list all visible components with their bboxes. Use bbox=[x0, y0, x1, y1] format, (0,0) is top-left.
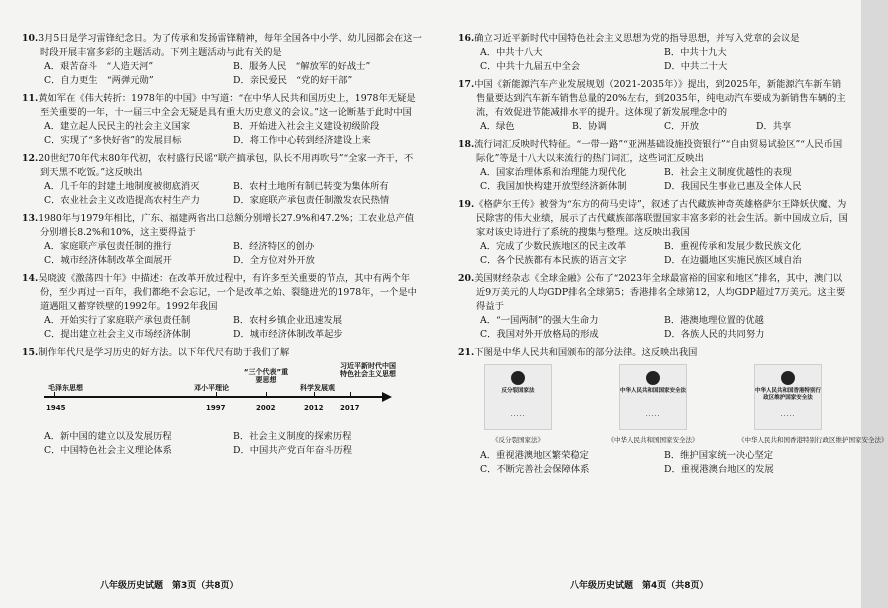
timeline-year: 2017 bbox=[340, 404, 360, 412]
question-stem: 流行词汇反映时代特征。“一带一路”“亚洲基础设施投资银行”“自由贸易试验区”“人民币国际化”等是十八大以来流行的热门词汇，这些词汇反映出 bbox=[474, 139, 843, 164]
law-book bbox=[468, 364, 568, 447]
national-emblem-icon bbox=[511, 371, 525, 385]
option-a: A．家庭联产承包责任制的推行 bbox=[44, 241, 172, 252]
option-c: C．中国特色社会主义理论体系 bbox=[44, 445, 172, 456]
timeline-arrow-icon bbox=[382, 392, 392, 402]
book-cover: 中华人民共和国国家安全法 ····· bbox=[619, 364, 687, 430]
question-18: 18.流行词汇反映时代特征。“一带一路”“亚洲基础设施投资银行”“自由贸易试验区”“人民币国际化”等是十八大以来流行的热门词汇，这些词汇反映出 A．国家治理体系和治理能力现代化 B．社会主义制度优越性的表现 C．我国加快构建开放型经济新体制 D．我国民生事业已惠及全体人民 bbox=[458, 138, 848, 194]
option-a: A．国家治理体系和治理能力现代化 bbox=[480, 167, 627, 178]
option-b: B．农村乡镇企业迅速发展 bbox=[233, 315, 343, 326]
national-emblem-icon bbox=[781, 371, 795, 385]
option-d: D．共享 bbox=[756, 121, 792, 132]
law-book bbox=[738, 364, 888, 447]
national-emblem-icon bbox=[646, 371, 660, 385]
option-c: C．提出建立社会主义市场经济体制 bbox=[44, 329, 191, 340]
question-12: 12.20世纪70年代末80年代初，农村盛行民谣“联产搞承包，队长不用再吹号”“全家一齐干，不到天黑不吃饭。”这反映出 A．几千年的封建土地制度被彻底消灭 B．农村土地所有制已转变为集体所有 C．农业社会主义改造提高农村生产力 D．家庭联产承包责任制激发农民热情 bbox=[22, 152, 422, 208]
option-a: A．重视港澳地区繁荣稳定 bbox=[480, 450, 589, 461]
option-d: D．城市经济体制改革起步 bbox=[233, 329, 343, 340]
timeline-item: “三个代表”重要思想 bbox=[243, 368, 289, 384]
question-stem: 美国财经杂志《全球金融》公布了“2023年全球最富裕的国家和地区”排名，其中，澳门以近9万美元的人均GDP排名全球第5；香港排名全球第12，人均GDP超过7万美元。这主要得益于 bbox=[474, 273, 846, 312]
option-a: A．几千年的封建土地制度被彻底消灭 bbox=[44, 181, 200, 192]
question-stem: 3月5日是学习雷锋纪念日。为了传承和发扬雷锋精神，每年全国各中小学、幼儿园都会在这一时段开展丰富多彩的主题活动。下列主题活动与此有关的是 bbox=[38, 33, 422, 58]
book-caption: 《中华人民共和国香港特别行政区维护国家安全法》 bbox=[738, 436, 888, 444]
option-b: B．服务人民 “解放军的好战士” bbox=[233, 61, 371, 72]
option-d: D．中共二十大 bbox=[664, 61, 728, 72]
option-a: A．开始实行了家庭联产承包责任制 bbox=[44, 315, 191, 326]
question-17: 17.中国《新能源汽车产业发展规划（2021-2035年）》提出，到2025年，新能源汽车新车销售量要达到汽车新车销售总量的20%左右，到2035年，纯电动汽车要成为新销售车辆的主流，有效促进节能减排水平的提升。这体现了新发展理念中的 A．绿色 B．协调 C．开放 D．共享 bbox=[458, 78, 848, 134]
option-b: B．社会主义制度优越性的表现 bbox=[664, 167, 792, 178]
law-books bbox=[468, 364, 888, 447]
option-c: C．农业社会主义改造提高农村生产力 bbox=[44, 195, 200, 206]
book-caption: 《中华人民共和国国家安全法》 bbox=[607, 436, 699, 444]
option-b: B．开始进入社会主义建设初级阶段 bbox=[233, 121, 380, 132]
timeline-item: 科学发展观 bbox=[300, 384, 335, 392]
option-b: B．社会主义制度的探索历程 bbox=[233, 431, 352, 442]
question-10: 10.3月5日是学习雷锋纪念日。为了传承和发扬雷锋精神，每年全国各中小学、幼儿园都会在这一时段开展丰富多彩的主题活动。下列主题活动与此有关的是 A．艰苦奋斗 “人造天河” B．服务人民 “解放军的好战士” C．自力更生 “两弹元勋” D．亲民爱民 “党的好干部” bbox=[22, 33, 422, 86]
question-stem: 吴晓波《激荡四十年》中描述：在改革开放过程中，有许多至关重要的节点，其中有两个年份，至少再过一百年，我们都绝不会忘记，一个是改革之始、裂缝进光的1978年，一个是中道遇阻又蓄穿铁壁的1992年。1992年我国 bbox=[38, 273, 417, 312]
option-a: A．绿色 bbox=[480, 121, 515, 132]
option-d: D．家庭联产承包责任制激发农民热情 bbox=[233, 195, 390, 206]
book-cover: 反分裂国家法 ····· bbox=[484, 364, 552, 430]
option-d: D．各族人民的共同努力 bbox=[664, 329, 765, 340]
timeline-tick bbox=[54, 392, 55, 398]
timeline-year: 2012 bbox=[304, 404, 324, 412]
option-b: B．港澳地理位置的优越 bbox=[664, 315, 764, 326]
option-c: C．我国加快构建开放型经济新体制 bbox=[480, 181, 627, 192]
question-stem: 1980年与1979年相比，广东、福建两省出口总额分别增长27.9%和47.2%；工农业总产值分别增长8.2%和10%，这主要得益于 bbox=[38, 213, 415, 238]
option-c: C．不断完善社会保障体系 bbox=[480, 464, 590, 475]
question-14: 14.吴晓波《激荡四十年》中描述：在改革开放过程中，有许多至关重要的节点，其中有两个年份，至少再过一百年，我们都绝不会忘记，一个是改革之始、裂缝进光的1978年，一个是中道遇阻又蓄穿铁壁的1992年。1992年我国 A．开始实行了家庭联产承包责任制 B．农村乡镇企业迅速发展 C．提出建立社会主义市场经济体制 D．城市经济体制改革起步 bbox=[22, 272, 422, 342]
option-b: B．中共十九大 bbox=[664, 47, 727, 58]
option-d: D．中国共产党百年奋斗历程 bbox=[233, 445, 353, 456]
law-book bbox=[603, 364, 703, 447]
option-c: C．实现了“多快好省”的发展目标 bbox=[44, 135, 182, 146]
question-11: 11.黄如军在《伟大转折：1978年的中国》中写道：“在中华人民共和国历史上，1978年无疑是至关重要的一年，十一届三中全会无疑是具有重大历史意义的会议。”这一论断基于此时中国 A．建立起人民民主的社会主义国家 B．开始进入社会主义建设初级阶段 C．实现了“多快好省”的发展目标 D．将工作中心转到经济建设上来 bbox=[22, 92, 422, 148]
page-footer-left: 八年级历史试题 第3页（共8页） bbox=[100, 581, 239, 591]
page-footer-right: 八年级历史试题 第4页（共8页） bbox=[570, 581, 709, 591]
option-a: A．中共十八大 bbox=[480, 47, 543, 58]
timeline-tick bbox=[350, 392, 351, 398]
left-page bbox=[22, 32, 422, 462]
option-a: A．艰苦奋斗 “人造天河” bbox=[44, 61, 154, 72]
option-c: C．各个民族都有本民族的语言文字 bbox=[480, 255, 627, 266]
timeline-axis bbox=[44, 396, 384, 398]
timeline-item: 邓小平理论 bbox=[194, 384, 229, 392]
question-15: 15.制作年代尺是学习历史的好方法。以下年代尺有助于我们了解 毛泽东思想 邓小平理论 “三个代表”重要思想 科学发展观 习近平新时代中国特色社会主义思想 1945 1997 2002 2012 2017 A．新中国的建立以及发展历程 B．社会主义制度的探索历程 C．中国特色社会主义理论体系 D．中国共产党百年奋斗历程 bbox=[22, 346, 422, 458]
book-cover: 中华人民共和国香港特别行政区维护国家安全法 ····· bbox=[754, 364, 822, 430]
question-stem: 制作年代尺是学习历史的好方法。以下年代尺有助于我们了解 bbox=[38, 347, 290, 358]
timeline-tick bbox=[216, 392, 217, 398]
option-b: B．协调 bbox=[572, 121, 607, 132]
option-a: A．建立起人民民主的社会主义国家 bbox=[44, 121, 191, 132]
option-a: A．“一国两制”的强大生命力 bbox=[480, 315, 599, 326]
option-d: D．将工作中心转到经济建设上来 bbox=[233, 135, 371, 146]
option-c: C．城市经济体制改革全面展开 bbox=[44, 255, 172, 266]
option-d: D．重视港澳台地区的发展 bbox=[664, 464, 774, 475]
question-13: 13.1980年与1979年相比，广东、福建两省出口总额分别增长27.9%和47.2%；工农业总产值分别增长8.2%和10%，这主要得益于 A．家庭联产承包责任制的推行 B．经济特区的创办 C．城市经济体制改革全面展开 D．全方位对外开放 bbox=[22, 212, 422, 268]
option-c: C．我国对外开放格局的形成 bbox=[480, 329, 599, 340]
option-c: C．开放 bbox=[664, 121, 700, 132]
timeline-item: 习近平新时代中国特色社会主义思想 bbox=[340, 362, 396, 378]
option-a: A．新中国的建立以及发展历程 bbox=[44, 431, 172, 442]
option-d: D．全方位对外开放 bbox=[233, 255, 315, 266]
option-b: B．重视传承和发展少数民族文化 bbox=[664, 241, 801, 252]
question-stem: 中国《新能源汽车产业发展规划（2021-2035年）》提出，到2025年，新能源汽车新车销售量要达到汽车新车销售总量的20%左右，到2035年，纯电动汽车要成为新销售车辆的主流，有效促进节能减排水平的提升。这体现了新发展理念中的 bbox=[474, 79, 846, 118]
question-20: 20.美国财经杂志《全球金融》公布了“2023年全球最富裕的国家和地区”排名，其中，澳门以近9万美元的人均GDP排名全球第5；香港排名全球第12，人均GDP超过7万美元。这主要得益于 A．“一国两制”的强大生命力 B．港澳地理位置的优越 C．我国对外开放格局的形成 D．各族人民的共同努力 bbox=[458, 272, 848, 342]
option-b: B．维护国家统一决心坚定 bbox=[664, 450, 774, 461]
option-d: D．我国民生事业已惠及全体人民 bbox=[664, 181, 802, 192]
option-c: C．中共十九届五中全会 bbox=[480, 61, 581, 72]
question-21: 21.下图是中华人民共和国颁布的部分法律。这反映出我国 反分裂国家法 ····· 《反分裂国家法》 中华人民共和国国家安全法 ····· 《中华人民共和国国家安全法》 中华人民共和国香港特别行政区维护国家安全法 ····· 《中华人民共和国香港特别行政区维护国家安全法》 A．重视港澳地区繁荣稳定 B．维护国家统一决心坚定 C．不断完善社会保障体系 D．重视港澳台地区的发展 bbox=[458, 347, 888, 475]
option-d: D．亲民爱民 “党的好干部” bbox=[233, 75, 353, 86]
option-c: C．自力更生 “两弹元勋” bbox=[44, 75, 154, 86]
question-stem: 黄如军在《伟大转折：1978年的中国》中写道：“在中华人民共和国历史上，1978年无疑是至关重要的一年，十一届三中全会无疑是具有重大历史意义的会议。”这一论断基于此时中国 bbox=[38, 93, 416, 118]
option-a: A．完成了少数民族地区的民主改革 bbox=[480, 241, 627, 252]
option-b: B．农村土地所有制已转变为集体所有 bbox=[233, 181, 389, 192]
timeline-tick bbox=[266, 392, 267, 398]
option-b: B．经济特区的创办 bbox=[233, 241, 315, 252]
question-stem: 下图是中华人民共和国颁布的部分法律。这反映出我国 bbox=[474, 347, 698, 358]
timeline-tick bbox=[314, 392, 315, 398]
question-stem: 《格萨尔王传》被誉为“东方的荷马史诗”，叙述了古代藏族神奇英雄格萨尔王降妖伏魔、为民除害的伟大业绩，展示了古代藏族部落联盟国家丰富多彩的社会生活。新中国成立后，国家对该史诗进行了系统的搜集与整理。这反映出我国 bbox=[474, 199, 848, 238]
question-16: 16.确立习近平新时代中国特色社会主义思想为党的指导思想，并写入党章的会议是 A．中共十八大 B．中共十九大 C．中共十九届五中全会 D．中共二十大 bbox=[458, 32, 848, 74]
timeline-year: 1997 bbox=[206, 404, 226, 412]
option-d: D．在边疆地区实施民族区域自治 bbox=[664, 255, 802, 266]
timeline-year: 1945 bbox=[46, 404, 66, 412]
timeline-year: 2002 bbox=[256, 404, 276, 412]
question-19: 19.《格萨尔王传》被誉为“东方的荷马史诗”，叙述了古代藏族神奇英雄格萨尔王降妖伏魔、为民除害的伟大业绩，展示了古代藏族部落联盟国家丰富多彩的社会生活。新中国成立后，国家对该史诗进行了系统的搜集与整理。这反映出我国 A．完成了少数民族地区的民主改革 B．重视传承和发展少数民族文化 C．各个民族都有本民族的语言文字 D．在边疆地区实施民族区域自治 bbox=[458, 199, 848, 266]
question-stem: 20世纪70年代末80年代初，农村盛行民谣“联产搞承包，队长不用再吹号”“全家一齐干，不到天黑不吃饭。”这反映出 bbox=[38, 153, 414, 178]
right-page bbox=[458, 32, 888, 481]
book-caption: 《反分裂国家法》 bbox=[492, 436, 544, 444]
timeline-item: 毛泽东思想 bbox=[48, 384, 83, 392]
question-stem: 确立习近平新时代中国特色社会主义思想为党的指导思想，并写入党章的会议是 bbox=[474, 33, 800, 44]
